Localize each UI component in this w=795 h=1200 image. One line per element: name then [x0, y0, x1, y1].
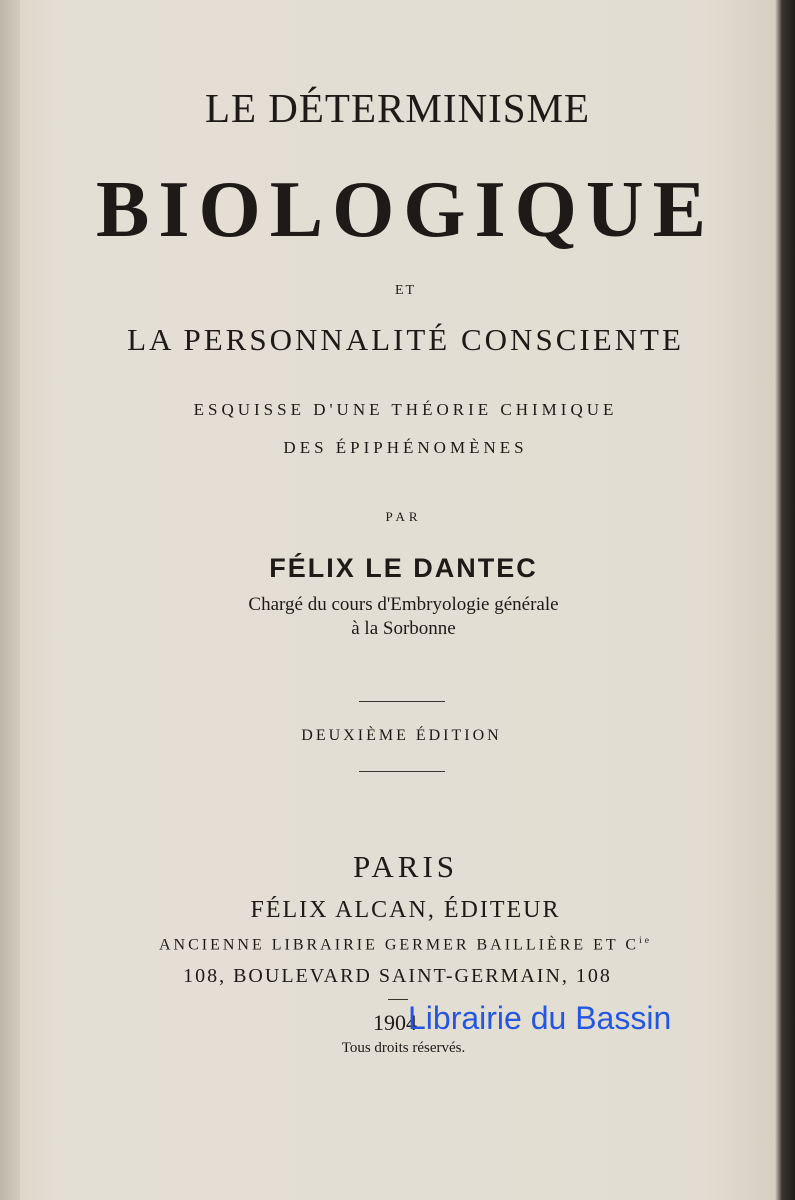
- edition-label: DEUXIÈME ÉDITION: [301, 727, 502, 744]
- watermark-text: Librairie du Bassin: [408, 1000, 672, 1036]
- publisher-former-name-sup: ie: [639, 935, 653, 946]
- publisher-name: FÉLIX ALCAN, ÉDITEUR: [250, 897, 561, 923]
- title-line-1: LE DÉTERMINISME: [204, 85, 591, 131]
- author-role-line-1: Chargé du cours d'Embryologie générale: [248, 594, 559, 615]
- publication-year: 1904: [373, 1010, 417, 1035]
- publisher-address: 108, BOULEVARD SAINT-GERMAIN, 108: [183, 965, 612, 987]
- rights-notice: Tous droits réservés.: [341, 1040, 466, 1056]
- publisher-former-name: [8, 935, 795, 954]
- divider-top: [359, 701, 445, 702]
- publication-city: PARIS: [352, 849, 459, 884]
- title-conjunction: ET: [394, 283, 417, 298]
- publisher-former-name-text: ANCIENNE LIBRAIRIE GERMER BAILLIÈRE ET C: [158, 936, 640, 954]
- year-divider: [388, 999, 408, 1000]
- by-label: PAR: [385, 509, 422, 524]
- divider-bottom: [359, 771, 445, 772]
- title-main: BIOLOGIQUE: [95, 166, 716, 254]
- subtitle-line-2: DES ÉPIPHÉNOMÈNES: [283, 438, 528, 457]
- title-line-3: LA PERSONNALITÉ CONSCIENTE: [127, 322, 684, 357]
- author-name: FÉLIX LE DANTEC: [269, 553, 538, 583]
- subtitle-line-1: ESQUISSE D'UNE THÉORIE CHIMIQUE: [193, 400, 618, 419]
- author-role-line-2: à la Sorbonne: [351, 618, 456, 639]
